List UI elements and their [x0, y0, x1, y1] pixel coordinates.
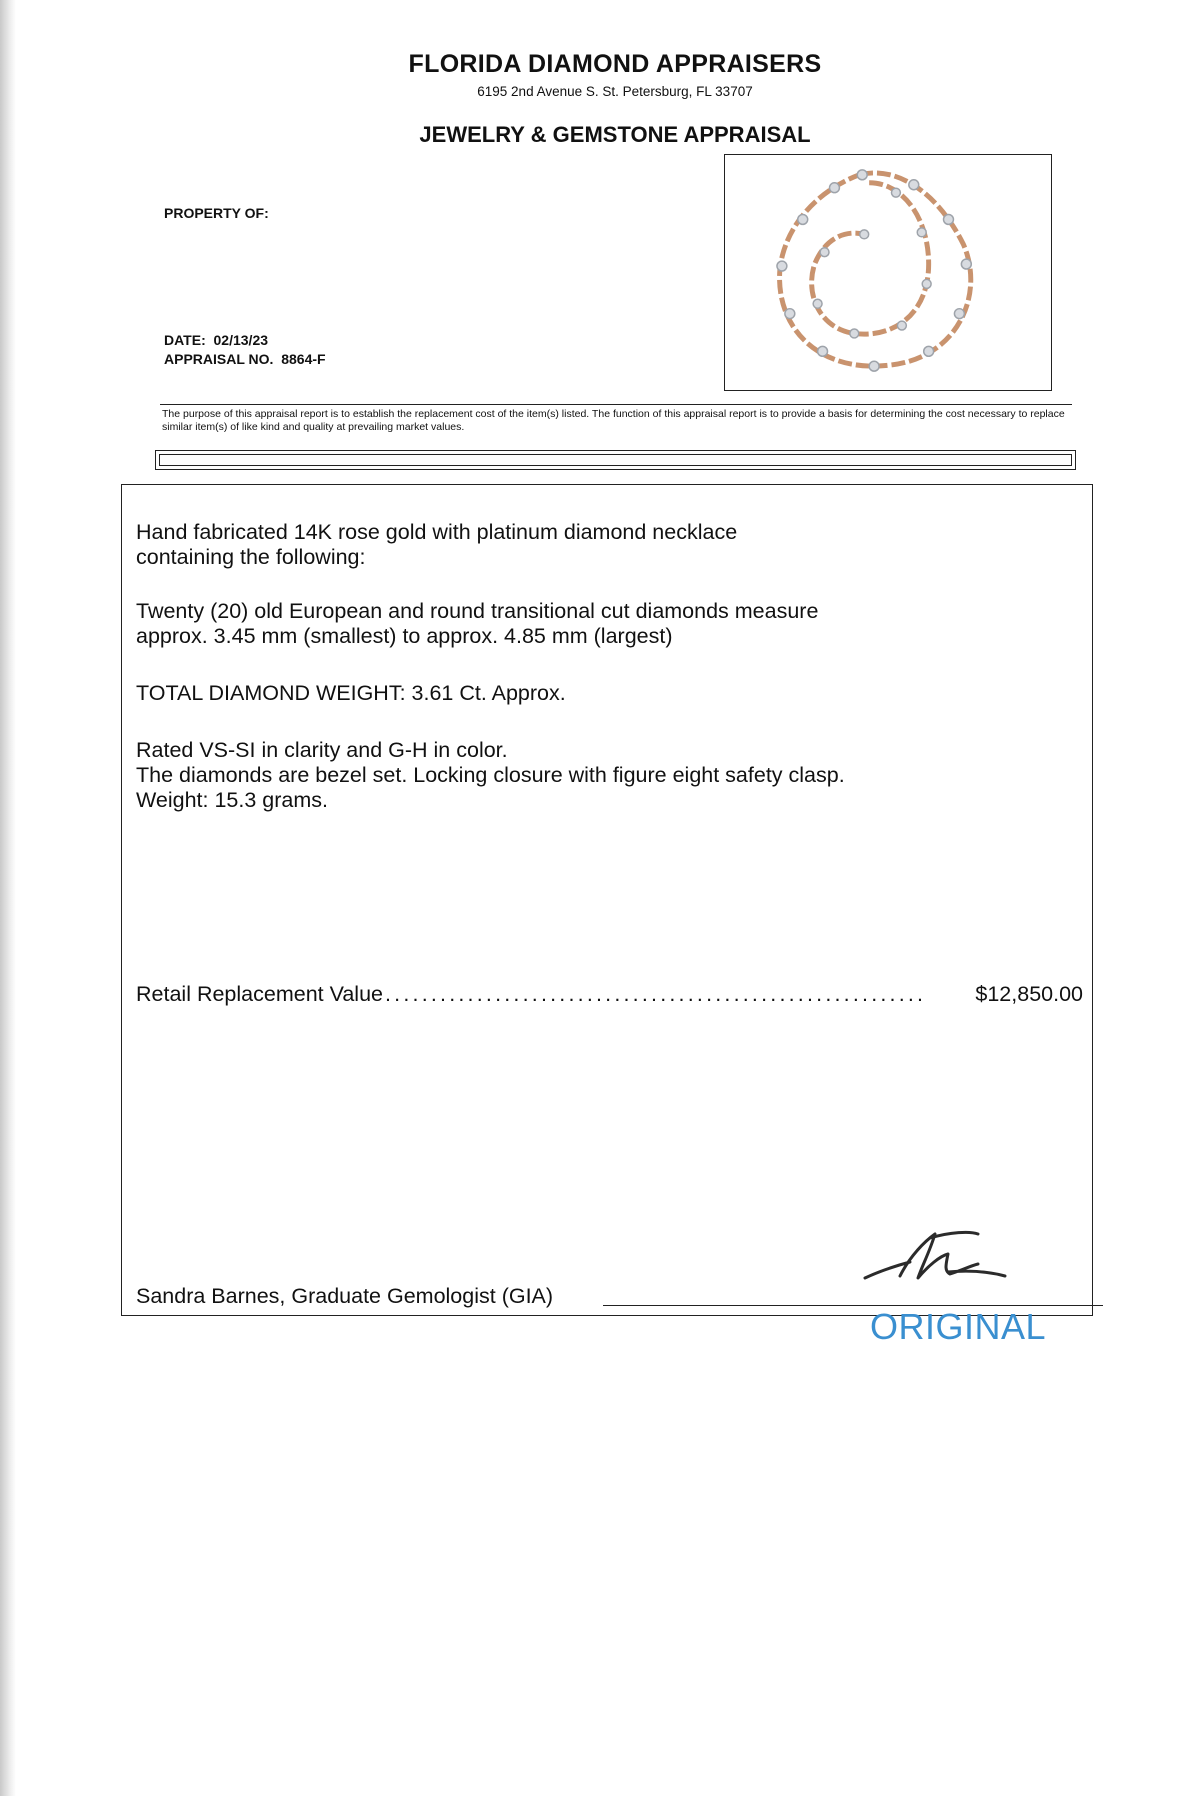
date-line: [164, 332, 268, 348]
necklace-photo: [724, 154, 1052, 391]
scan-edge-shadow: [0, 0, 16, 1796]
document-title: JEWELRY & GEMSTONE APPRAISAL: [419, 122, 811, 147]
date-value: 02/13/23: [213, 332, 269, 348]
property-of-label: PROPERTY OF:: [164, 205, 269, 221]
value-leader-dots: ...........................................................: [385, 982, 927, 1006]
diamond-details: [136, 599, 818, 649]
separator-rule: [160, 404, 1072, 405]
appraisal-number-label: APPRAISAL NO.: [164, 351, 274, 367]
description-line: containing the following:: [136, 545, 366, 569]
retail-replacement-value-row: [136, 982, 1083, 1007]
double-rule-bar-inner: [159, 454, 1072, 466]
handwritten-signature-icon: [860, 1226, 1010, 1290]
necklace-photo-icon: [725, 155, 1051, 390]
purpose-statement: The purpose of this appraisal report is to establish the replacement cost of the item(s) listed. The function of this appraisal report is to provide a basis for determining the cost necessary to replace similar item(s) of like kind and quality at prevailing market values.: [162, 408, 1065, 433]
total-diamond-weight: TOTAL DIAMOND WEIGHT: 3.61 Ct. Approx.: [136, 681, 566, 705]
appraisal-number-line: [164, 351, 326, 367]
appraisal-number-value: 8864-F: [281, 351, 326, 367]
appraiser-name: Sandra Barnes, Graduate Gemologist (GIA): [136, 1284, 554, 1308]
date-label: DATE:: [164, 332, 206, 348]
value-amount: $12,850.00: [975, 982, 1083, 1006]
original-stamp: ORIGINAL: [870, 1306, 1047, 1347]
quality-details: [136, 738, 845, 813]
description-line: approx. 3.45 mm (smallest) to approx. 4.85 mm (largest): [136, 624, 673, 648]
letterhead: [0, 50, 1200, 99]
description-intro: [136, 520, 737, 570]
value-label: Retail Replacement Value: [136, 982, 383, 1006]
firm-name: FLORIDA DIAMOND APPRAISERS: [408, 50, 822, 78]
description-line: The diamonds are bezel set. Locking closure with figure eight safety clasp.: [136, 763, 845, 787]
firm-address: 6195 2nd Avenue S. St. Petersburg, FL 33707: [477, 84, 753, 99]
description-line: Weight: 15.3 grams.: [136, 788, 328, 812]
double-rule-bar: [155, 450, 1076, 470]
appraisal-description-box: [121, 484, 1093, 1316]
description-line: Hand fabricated 14K rose gold with platinum diamond necklace: [136, 520, 738, 544]
description-line: Rated VS-SI in clarity and G-H in color.: [136, 738, 508, 762]
description-line: Twenty (20) old European and round transitional cut diamonds measure: [136, 599, 819, 623]
